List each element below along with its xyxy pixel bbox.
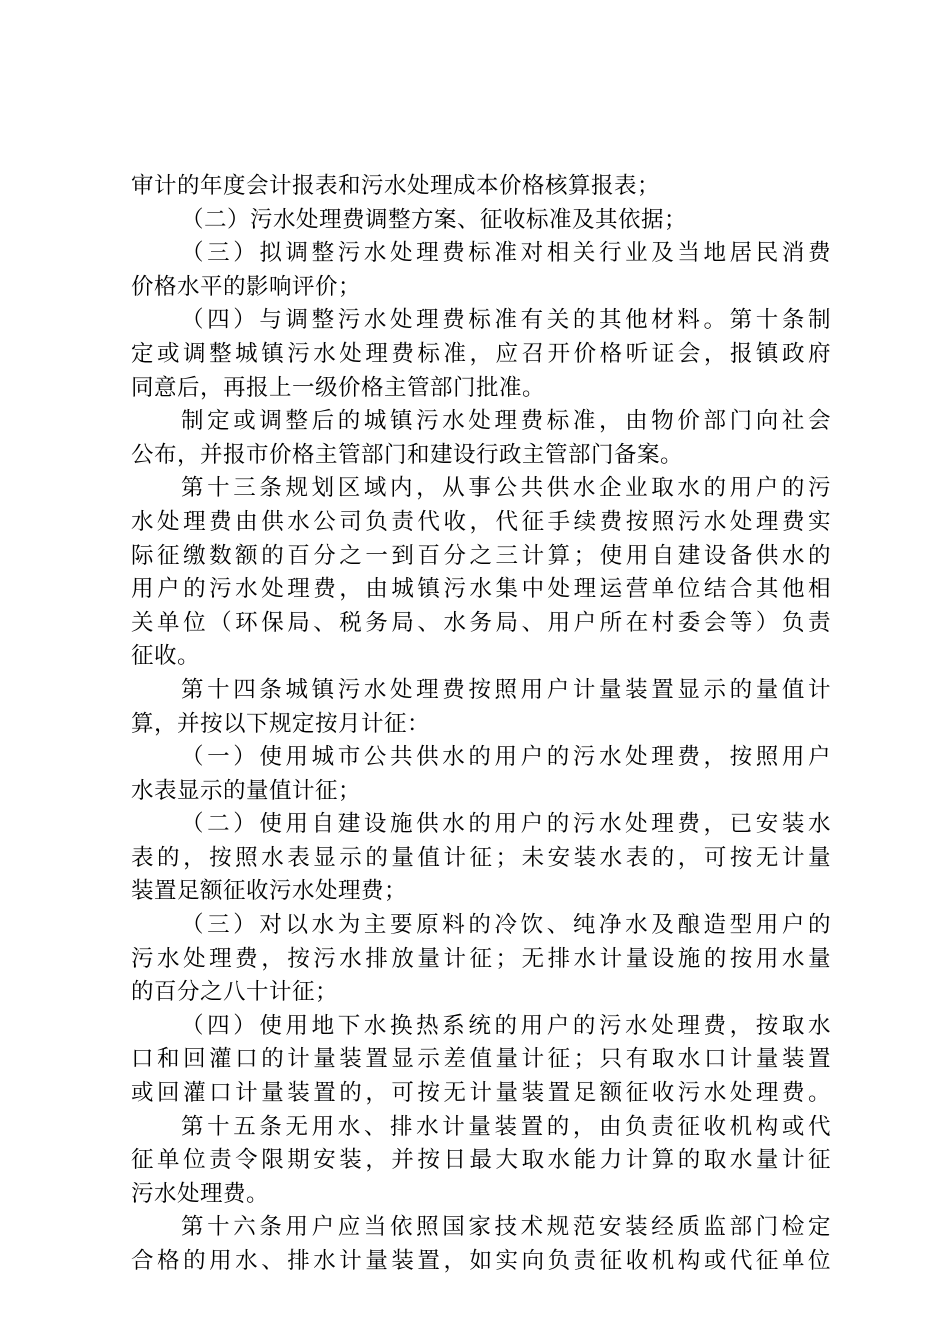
text-line: 表的，按照水表显示的量值计征；未安装水表的，可按无计量 (131, 844, 831, 871)
text-line: 水处理费由供水公司负责代收，代征手续费按照污水处理费实 (131, 508, 831, 535)
text-line: （二）污水处理费调整方案、征收标准及其依据； (181, 206, 688, 233)
text-line: 审计的年度会计报表和污水处理成本价格核算报表； (131, 173, 661, 199)
document-body (131, 170, 831, 1279)
text-line: 际征缴数额的百分之一到百分之三计算；使用自建设备供水的 (131, 542, 831, 569)
text-line: 第十六条用户应当依照国家技术规范安装经质监部门检定 (181, 1214, 831, 1241)
text-line: 第十四条城镇污水处理费按照用户计量装置显示的量值计 (181, 676, 831, 703)
text-line: 用户的污水处理费，由城镇污水集中处理运营单位结合其他相 (131, 576, 831, 603)
text-line: 口和回灌口的计量装置显示差值量计征；只有取水口计量装置 (131, 1046, 831, 1073)
text-line: 污水处理费，按污水排放量计征；无排水计量设施的按用水量 (131, 945, 831, 972)
text-line: 定或调整城镇污水处理费标准，应召开价格听证会，报镇政府 (131, 340, 831, 367)
text-line: 征收。 (131, 643, 201, 670)
text-line: 制定或调整后的城镇污水处理费标准，由物价部门向社会 (181, 408, 831, 435)
text-line: 关单位（环保局、税务局、水务局、用户所在村委会等）负责 (131, 609, 831, 636)
text-line: 征单位责令限期安装，并按日最大取水能力计算的取水量计征 (131, 1147, 831, 1174)
text-line: 水表显示的量值计征； (131, 777, 362, 804)
text-line: 合格的用水、排水计量装置，如实向负责征收机构或代征单位 (131, 1248, 831, 1274)
text-line: （一）使用城市公共供水的用户的污水处理费，按照用户 (181, 744, 831, 771)
text-line: （三）对以水为主要原料的冷饮、纯净水及酿造型用户的 (181, 912, 831, 939)
text-line: （二）使用自建设施供水的用户的污水处理费，已安装水 (181, 811, 831, 838)
text-line: （四）使用地下水换热系统的用户的污水处理费，按取水 (181, 1012, 831, 1039)
text-line: 算，并按以下规定按月计征： (131, 710, 431, 737)
text-line: （四）与调整污水处理费标准有关的其他材料。第十条制 (181, 307, 831, 334)
text-line: 的百分之八十计征； (131, 979, 339, 1006)
text-line: 公布，并报市价格主管部门和建设行政主管部门备案。 (131, 441, 684, 468)
text-line: 或回灌口计量装置的，可按无计量装置足额征收污水处理费。 (131, 1080, 831, 1107)
text-line: 价格水平的影响评价； (131, 273, 362, 300)
text-line: 装置足额征收污水处理费； (131, 878, 408, 905)
text-line: （三）拟调整污水处理费标准对相关行业及当地居民消费 (181, 240, 831, 267)
text-line: 第十三条规划区域内，从事公共供水企业取水的用户的污 (181, 475, 831, 502)
text-line: 污水处理费。 (131, 1180, 270, 1207)
text-line: 同意后，再报上一级价格主管部门批准。 (131, 374, 546, 401)
text-line: 第十五条无用水、排水计量装置的，由负责征收机构或代 (181, 1113, 831, 1140)
